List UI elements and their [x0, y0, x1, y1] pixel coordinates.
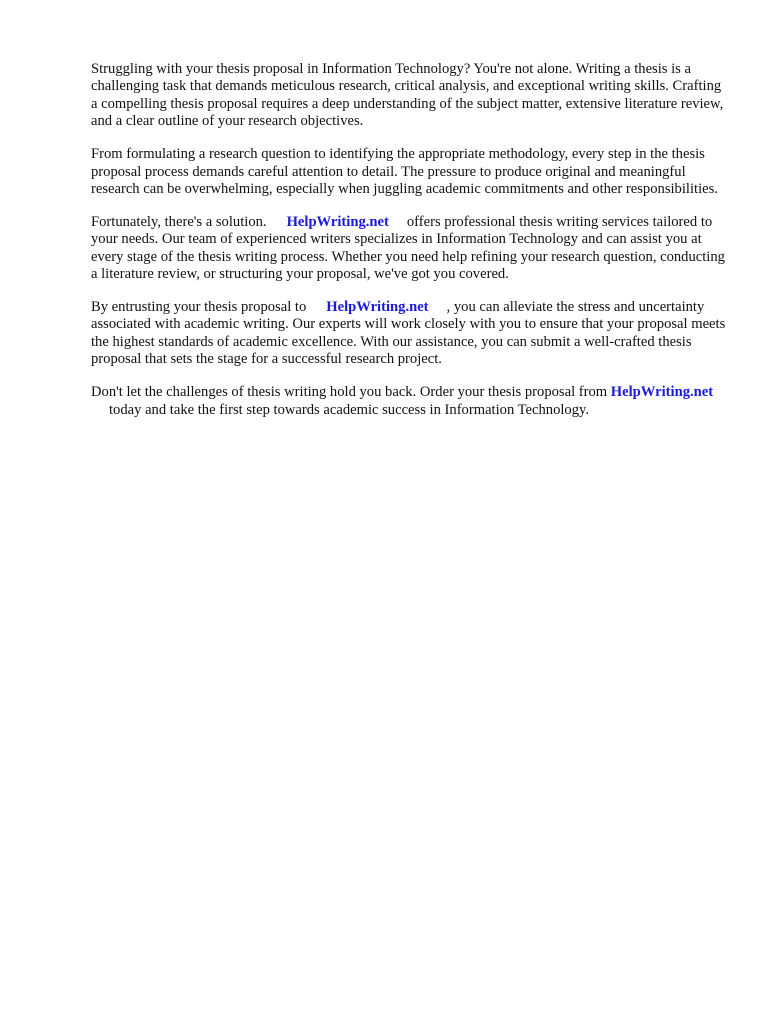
paragraph-cta-lead: Don't let the challenges of thesis writing hold you back. Order your thesis proposal from [91, 384, 608, 401]
paragraph-entrust-rest: , you can alleviate the stress and uncertainty associated with academic writing. Our experts will work closely with you to ensure that your proposal meets the highest standards of academic excellence. With our assistance, you can submit a well-crafted thesis proposal that sets the stage for a successful research project. [91, 298, 726, 368]
paragraph-solution-rest: offers professional thesis writing services tailored to your needs. Our team of experienced writers specializes in Information Technology and can assist you at every stage of the thesis writing process. Whether you need help refining your research question, conducting a literature review, or structuring your proposal, we've got you covered. [91, 213, 725, 283]
paragraph-intro: Struggling with your thesis proposal in Information Technology? You're not alone. Writing a thesis is a challenging task that demands meticulous research, critical analysis, and exceptional writing skills. Crafting a compelling thesis proposal requires a deep understanding of the subject matter, extensive literature review, and a clear outline of your research objectives. [91, 61, 724, 130]
helpwriting-link[interactable]: HelpWriting.net [326, 298, 429, 315]
paragraph-entrust [91, 299, 731, 369]
paragraph-challenges: From formulating a research question to identifying the appropriate methodology, every step in the thesis proposal process demands careful attention to detail. The pressure to produce original and meaningful research can be overwhelming, especially when juggling academic commitments and other responsibilities. [91, 146, 718, 197]
document-body [91, 61, 731, 434]
paragraph-cta-rest: today and take the first step towards academic success in Information Technology. [109, 401, 590, 418]
helpwriting-link[interactable]: HelpWriting.net [286, 213, 389, 230]
helpwriting-link[interactable]: HelpWriting.net [610, 384, 714, 401]
paragraph-call-to-action [91, 384, 731, 419]
paragraph-solution-lead: Fortunately, there's a solution. [91, 213, 267, 230]
paragraph-solution [91, 214, 731, 284]
paragraph-entrust-lead: By entrusting your thesis proposal to [91, 298, 307, 315]
